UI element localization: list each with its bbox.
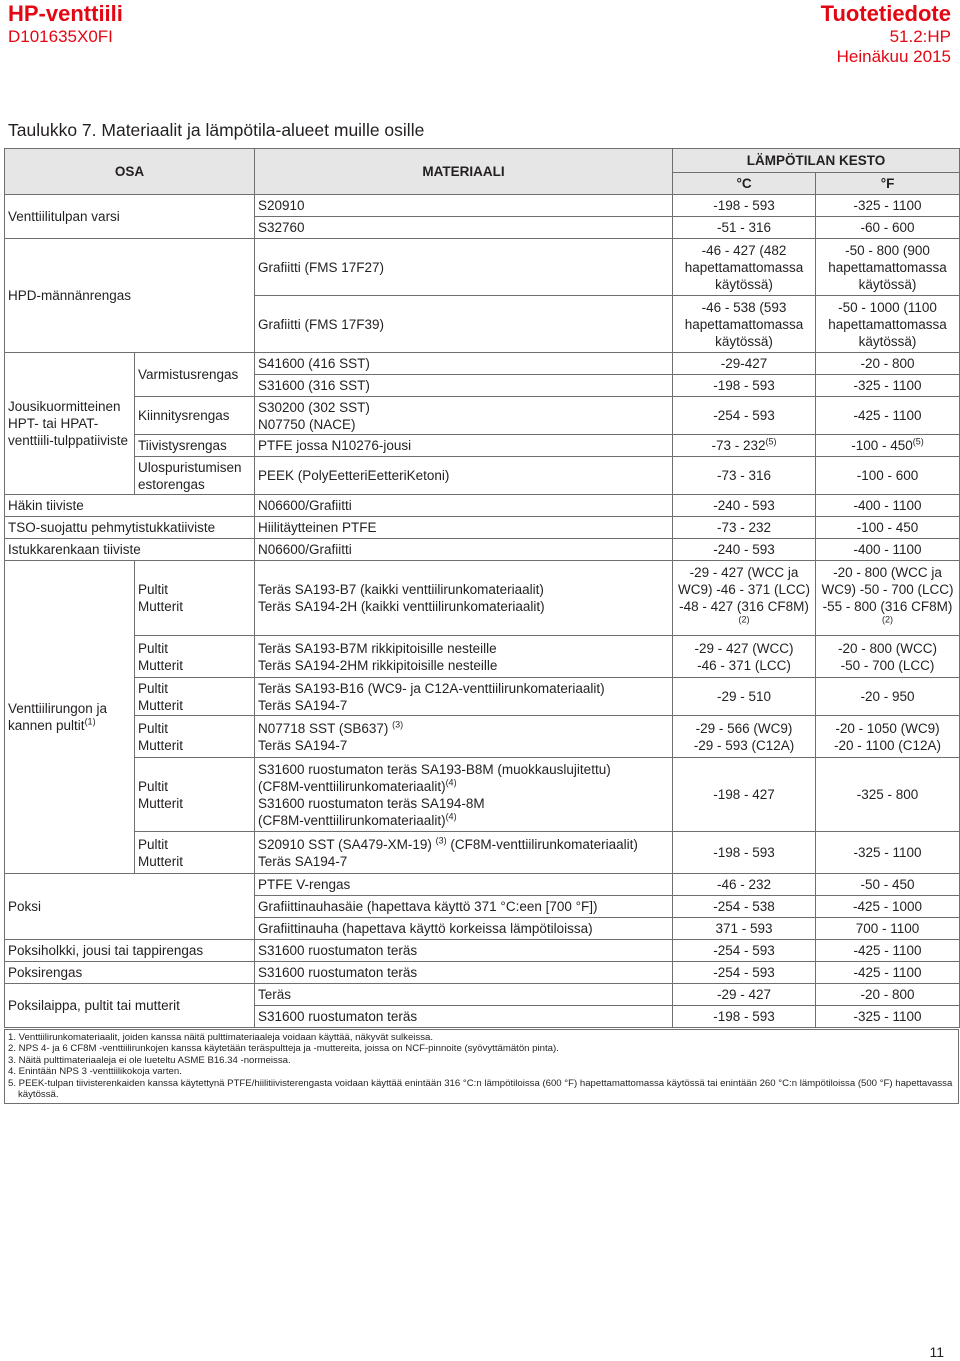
material-cell: Hiilitäytteinen PTFE xyxy=(255,517,673,539)
footnotes xyxy=(8,1032,953,1100)
fahrenheit-cell: -20 - 800 xyxy=(816,984,960,1006)
material-cell: PEEK (PolyEetteriEetteriKetoni) xyxy=(255,457,673,495)
fahrenheit-cell: -325 - 1100 xyxy=(816,195,960,217)
subpart-label: Tiivistysrengas xyxy=(135,435,255,457)
part-label: Jousikuormitteinen HPT- tai HPAT-venttiili-tulppatiiviste xyxy=(5,353,135,495)
celsius-cell: -198 - 593 xyxy=(673,832,816,874)
nut-label: Mutterit xyxy=(138,697,184,713)
material-line: Teräs SA194-2H (kaikki venttiilirunkomateriaalit) xyxy=(258,599,545,614)
material-line: N07750 (NACE) xyxy=(258,416,356,432)
fahrenheit-cell xyxy=(816,636,960,678)
material-cell: Grafiittinauhasäie (hapettava käyttö 371 °C:een [700 °F]) xyxy=(255,896,673,918)
celsius-cell: -254 - 538 xyxy=(673,896,816,918)
celsius-cell: -29 - 427 xyxy=(673,984,816,1006)
material-line xyxy=(258,836,669,853)
document-type: Tuotetiedote xyxy=(820,1,951,26)
footnote: 2. NPS 4- ja 6 CF8M -venttiilirunkojen kanssa käytetään teräspultteja ja -muttereita, joissa on NCF-pinnoite (syövyttämätön pinta). xyxy=(8,1043,559,1055)
part-label: TSO-suojattu pehmytistukkatiiviste xyxy=(5,517,255,539)
celsius-cell xyxy=(673,636,816,678)
celsius-cell: -198 - 593 xyxy=(673,195,816,217)
material-line: Teräs SA194-2HM rikkipitoisille nesteille xyxy=(258,657,498,673)
footnote: 3. Näitä pulttimateriaaleja ei ole lueteltu ASME B16.34 -normeissa. xyxy=(8,1054,291,1066)
material-cell: S31600 ruostumaton teräs xyxy=(255,940,673,962)
page-number: 11 xyxy=(929,1344,944,1360)
header-temperature: LÄMPÖTILAN KESTO xyxy=(673,149,960,173)
header-celsius: °C xyxy=(673,173,816,195)
footnote-ref: (4) xyxy=(445,777,457,787)
fahrenheit-cell: -400 - 1100 xyxy=(816,495,960,517)
part-text: Venttiilirungon ja kannen pultit xyxy=(8,701,108,733)
material-cell: S31600 ruostumaton teräs xyxy=(255,1006,673,1028)
celsius-cell: -254 - 593 xyxy=(673,962,816,984)
part-label: Venttiilitulpan varsi xyxy=(5,195,255,239)
material-cell xyxy=(255,561,673,636)
celsius-cell: -198 - 593 xyxy=(673,1006,816,1028)
celsius-cell: -46 - 232 xyxy=(673,874,816,896)
celsius-cell: -73 - 232 xyxy=(673,517,816,539)
celsius-cell xyxy=(673,435,816,457)
footnote: 1. Venttiilirunkomateriaalit, joiden kanssa näitä pulttimateriaaleja voidaan käyttää, näkyvät sulkeissa. xyxy=(8,1032,434,1043)
part-label: HPD-männänrengas xyxy=(5,239,255,353)
fahrenheit-cell: -50 - 1000 (1100 hapettamattomassa käytössä) xyxy=(816,296,960,353)
celsius-line: -29 - 593 (C12A) xyxy=(693,737,795,753)
product-title: HP-venttiili xyxy=(8,1,123,26)
fahrenheit-cell: -50 - 800 (900 hapettamattomassa käytössä) xyxy=(816,239,960,296)
document-code: D101635X0FI xyxy=(8,27,113,46)
celsius-cell: -240 - 593 xyxy=(673,495,816,517)
material-line: S31600 ruostumaton teräs SA194-8M xyxy=(258,795,485,811)
part-label: Poksilaippa, pultit tai mutterit xyxy=(5,984,255,1028)
nut-label: Mutterit xyxy=(138,795,184,811)
material-cell xyxy=(255,716,673,758)
footnote-ref: (5) xyxy=(912,436,924,447)
footnote-ref: (2) xyxy=(882,614,894,625)
material-line: Teräs SA194-7 xyxy=(258,737,348,753)
fahrenheit-cell: -325 - 1100 xyxy=(816,375,960,397)
bolt-nut-label xyxy=(135,758,255,832)
bolt-label: Pultit xyxy=(138,778,169,794)
material-line: S30200 (302 SST) xyxy=(258,399,370,415)
celsius-cell: -198 - 593 xyxy=(673,375,816,397)
material-cell xyxy=(255,758,673,832)
material-line: Teräs SA193-B7 (kaikki venttiilirunkomateriaalit) xyxy=(258,582,544,597)
material-cell: S20910 xyxy=(255,195,673,217)
bolt-nut-label xyxy=(135,832,255,874)
celsius-line xyxy=(676,598,812,632)
fahrenheit-value: -55 - 800 (316 CF8M) xyxy=(822,599,953,614)
part-label: Poksirengas xyxy=(5,962,255,984)
fahrenheit-line: -20 - 800 (WCC) xyxy=(838,640,938,656)
footnote-ref: (1) xyxy=(84,716,96,727)
fahrenheit-cell xyxy=(816,561,960,636)
material-cell: S32760 xyxy=(255,217,673,239)
material-line: Teräs SA194-7 xyxy=(258,697,348,713)
material-text: (CF8M-venttiilirunkomateriaalit) xyxy=(446,836,638,852)
material-line xyxy=(258,778,669,795)
celsius-cell: -254 - 593 xyxy=(673,397,816,435)
bolt-label: Pultit xyxy=(138,836,169,852)
material-cell: Grafiitti (FMS 17F27) xyxy=(255,239,673,296)
subpart-label: Kiinnitysrengas xyxy=(135,397,255,435)
bolt-nut-label xyxy=(135,678,255,716)
fahrenheit-cell: 700 - 1100 xyxy=(816,918,960,940)
table-caption: Taulukko 7. Materiaalit ja lämpötila-alueet muille osille xyxy=(8,120,425,140)
part-label: Häkin tiiviste xyxy=(5,495,255,517)
material-text: N07718 SST (SB637) xyxy=(258,720,389,736)
material-text: (CF8M-venttiilirunkomateriaalit) xyxy=(258,778,446,794)
fahrenheit-cell: -60 - 600 xyxy=(816,217,960,239)
footnote-ref: (4) xyxy=(445,811,457,821)
celsius-cell: -46 - 538 (593 hapettamattomassa käytössä) xyxy=(673,296,816,353)
celsius-cell: -29 - 510 xyxy=(673,678,816,716)
celsius-cell: -73 - 316 xyxy=(673,457,816,495)
footnote-ref: (2) xyxy=(738,614,750,625)
fahrenheit-cell: -325 - 800 xyxy=(816,758,960,832)
fahrenheit-cell: -100 - 600 xyxy=(816,457,960,495)
fahrenheit-cell: -20 - 950 xyxy=(816,678,960,716)
material-line: Teräs SA193-B16 (WC9- ja C12A-venttiilirunkomateriaalit) xyxy=(258,680,605,696)
material-text: S20910 SST (SA479-XM-19) xyxy=(258,836,432,852)
fahrenheit-cell: -425 - 1100 xyxy=(816,397,960,435)
nut-label: Mutterit xyxy=(138,737,184,753)
document-date: Heinäkuu 2015 xyxy=(836,47,951,66)
material-line xyxy=(258,720,669,737)
bolt-label: Pultit xyxy=(138,720,169,736)
celsius-line: -29 - 427 (WCC ja WC9) -46 - 371 (LCC) xyxy=(678,565,811,597)
header-left xyxy=(8,0,123,47)
bolt-nut-label xyxy=(135,716,255,758)
fahrenheit-cell: -20 - 800 xyxy=(816,353,960,375)
celsius-value: -73 - 232 xyxy=(711,438,766,453)
section-number: 51.2:HP xyxy=(889,27,951,46)
fahrenheit-cell: -325 - 1100 xyxy=(816,1006,960,1028)
celsius-cell: -254 - 593 xyxy=(673,940,816,962)
nut-label: Mutterit xyxy=(138,853,184,869)
material-cell: N06600/Grafiitti xyxy=(255,495,673,517)
materials-table xyxy=(4,148,960,1028)
footnote-ref: (5) xyxy=(765,436,777,447)
material-cell: Grafiitti (FMS 17F39) xyxy=(255,296,673,353)
header-fahrenheit: °F xyxy=(816,173,960,195)
material-cell: Teräs xyxy=(255,984,673,1006)
bolt-label: Pultit xyxy=(138,640,169,656)
bolt-label: Pultit xyxy=(138,582,169,597)
material-cell: S41600 (416 SST) xyxy=(255,353,673,375)
bolt-nut-label xyxy=(135,636,255,678)
material-cell: PTFE jossa N10276-jousi xyxy=(255,435,673,457)
part-label xyxy=(5,561,135,874)
bolt-nut-label xyxy=(135,561,255,636)
fahrenheit-cell: -400 - 1100 xyxy=(816,539,960,561)
fahrenheit-line: -50 - 700 (LCC) xyxy=(840,657,935,673)
celsius-line: -29 - 427 (WCC) xyxy=(694,640,794,656)
footnote: 4. Enintään NPS 3 -venttiilikokoja varten. xyxy=(8,1066,182,1078)
celsius-cell: -240 - 593 xyxy=(673,539,816,561)
celsius-cell: -29-427 xyxy=(673,353,816,375)
bolt-label: Pultit xyxy=(138,680,169,696)
part-label: Poksi xyxy=(5,874,255,940)
fahrenheit-value: -100 - 450 xyxy=(851,438,913,453)
celsius-cell: -51 - 316 xyxy=(673,217,816,239)
material-cell xyxy=(255,397,673,435)
fahrenheit-line xyxy=(819,598,956,632)
material-cell: S31600 ruostumaton teräs xyxy=(255,962,673,984)
fahrenheit-cell xyxy=(816,716,960,758)
fahrenheit-line: -20 - 1050 (WC9) xyxy=(835,720,940,736)
part-label: Poksiholkki, jousi tai tappirengas xyxy=(5,940,255,962)
fahrenheit-cell: -50 - 450 xyxy=(816,874,960,896)
celsius-line: -46 - 371 (LCC) xyxy=(697,657,791,673)
celsius-cell: 371 - 593 xyxy=(673,918,816,940)
fahrenheit-cell: -425 - 1000 xyxy=(816,896,960,918)
material-cell xyxy=(255,832,673,874)
celsius-cell: -198 - 427 xyxy=(673,758,816,832)
material-line: S31600 ruostumaton teräs SA193-B8M (muokkauslujitettu) xyxy=(258,761,611,777)
material-cell xyxy=(255,678,673,716)
subpart-label: Varmistusrengas xyxy=(135,353,255,397)
celsius-value: -48 - 427 (316 CF8M) xyxy=(679,599,809,614)
header-right xyxy=(821,0,951,67)
material-line: Teräs SA193-B7M rikkipitoisille nesteille xyxy=(258,640,497,656)
fahrenheit-cell: -100 - 450 xyxy=(816,517,960,539)
fahrenheit-line: -20 - 800 (WCC ja WC9) -50 - 700 (LCC) xyxy=(821,565,954,597)
fahrenheit-cell: -325 - 1100 xyxy=(816,832,960,874)
material-line: Teräs SA194-7 xyxy=(258,853,348,869)
material-line xyxy=(258,812,669,829)
nut-label: Mutterit xyxy=(138,657,184,673)
material-cell: N06600/Grafiitti xyxy=(255,539,673,561)
header-osa: OSA xyxy=(5,149,255,195)
footnote-ref: (3) xyxy=(392,719,404,729)
material-text: (CF8M-venttiilirunkomateriaalit) xyxy=(258,812,446,828)
fahrenheit-cell: -425 - 1100 xyxy=(816,940,960,962)
celsius-cell xyxy=(673,561,816,636)
fahrenheit-cell: -425 - 1100 xyxy=(816,962,960,984)
celsius-cell: -46 - 427 (482 hapettamattomassa käytössä) xyxy=(673,239,816,296)
material-cell: PTFE V-rengas xyxy=(255,874,673,896)
material-cell: S31600 (316 SST) xyxy=(255,375,673,397)
celsius-line: -29 - 566 (WC9) xyxy=(695,720,793,736)
footnote-ref: (3) xyxy=(435,835,447,845)
subpart-label: Ulospuristumisen estorengas xyxy=(135,457,255,495)
celsius-cell xyxy=(673,716,816,758)
fahrenheit-cell xyxy=(816,435,960,457)
material-cell: Grafiittinauha (hapettava käyttö korkeissa lämpötiloissa) xyxy=(255,918,673,940)
part-label: Istukkarenkaan tiiviste xyxy=(5,539,255,561)
material-cell xyxy=(255,636,673,678)
header-materiaali: MATERIAALI xyxy=(255,149,673,195)
fahrenheit-line: -20 - 1100 (C12A) xyxy=(833,737,942,753)
footnote: 5. PEEK-tulpan tiivisterenkaiden kanssa käytettynä PTFE/hiilitiivisterengasta voidaan käyttää enintään 316 °C:n lämpötiloissa (600 °F) hapettamattomassa käytössä tai enintään 260 °C:n lämpötiloissa (500 °F) hapettavassa käytössä. xyxy=(8,1077,953,1101)
nut-label: Mutterit xyxy=(138,599,184,614)
